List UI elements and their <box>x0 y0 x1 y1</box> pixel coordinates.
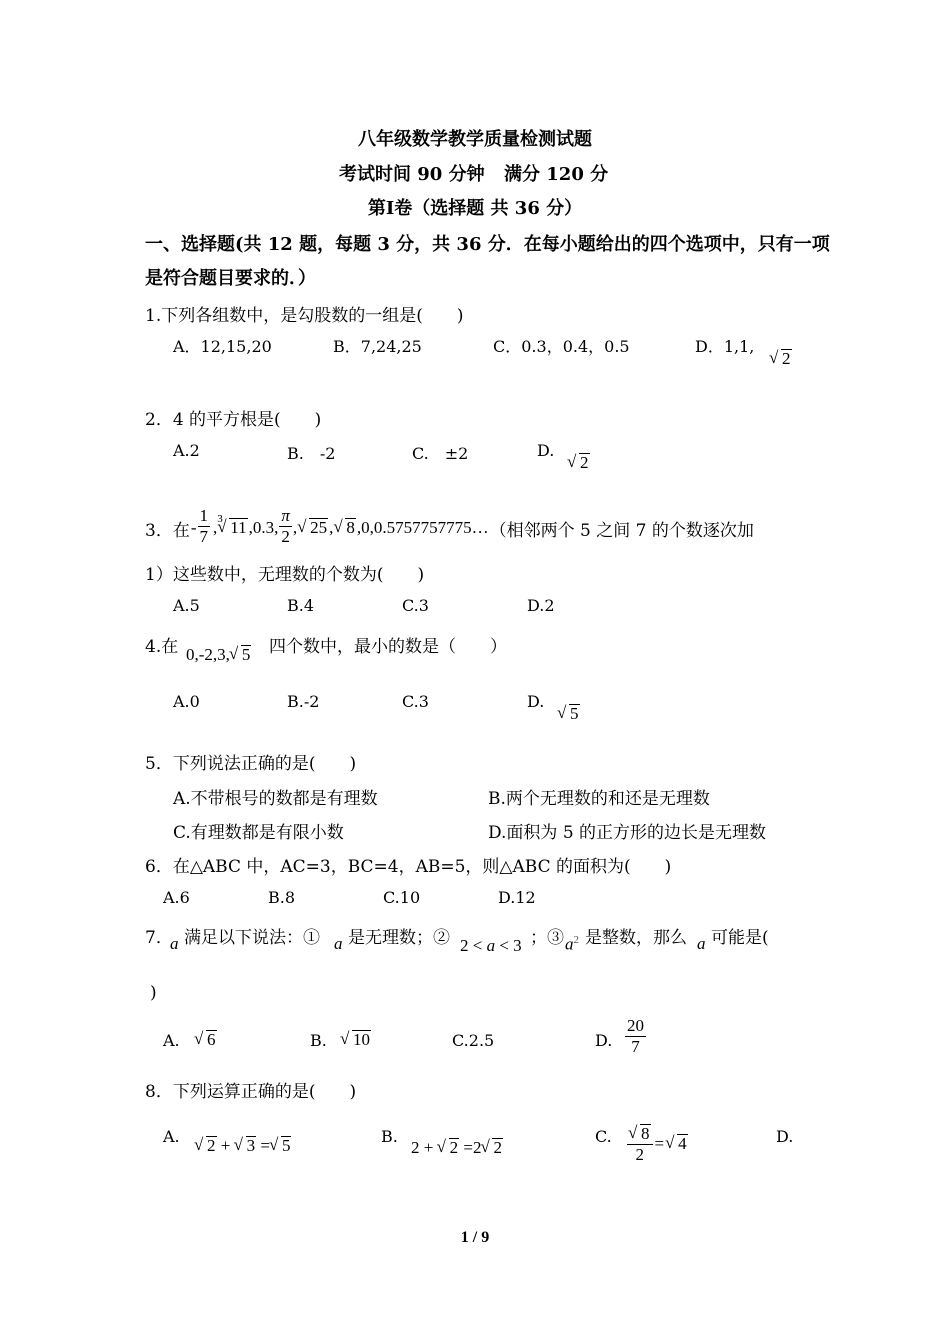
q7-option-b: B. <box>310 1031 327 1050</box>
q7-var-a-3: a <box>697 934 706 953</box>
q4-option-a: A.0 <box>173 692 200 711</box>
q7-option-d: D. <box>595 1031 613 1050</box>
q3-option-c: C.3 <box>402 596 429 615</box>
exam-time: 考试时间 90 分钟 <box>339 164 485 185</box>
q4-option-c: C.3 <box>402 692 429 711</box>
section-heading-line1: 一、选择题(共 12 题，每题 3 分，共 36 分．在每小题给出的四个选项中，只有一项 <box>145 234 830 255</box>
q5-option-a: A.不带根号的数都是有理数 <box>173 789 378 809</box>
q7-text-4: 是整数，那么 <box>585 928 687 948</box>
q7-text-1: 满足以下说法：① <box>184 928 320 948</box>
q7-a-squared: $a^2$ <box>565 934 579 954</box>
q7-option-a: A. <box>163 1031 180 1050</box>
page-title: 八年级数学教学质量检测试题 <box>358 129 592 150</box>
q1-option-c: C．0.3，0.4，0.5 <box>493 337 630 356</box>
q8-option-b-expr: 2 + √ 2 =2√ 2 <box>411 1138 503 1158</box>
q1-option-d: D．1,1, <box>695 337 755 356</box>
q1-stem: 1.下列各组数中，是勾股数的一组是( ) <box>145 306 464 326</box>
q5-stem: 5．下列说法正确的是( ) <box>145 754 357 774</box>
q1-option-a: A．12,15,20 <box>173 337 272 356</box>
page-number: 1 / 9 <box>460 1229 490 1246</box>
q7-text-3: ；③ <box>530 928 564 948</box>
q7-var-a-1: a <box>170 934 179 953</box>
q6-option-d: D.12 <box>498 888 536 907</box>
q8-option-a-expr: √ 2 + √ 3 =√ 5 <box>195 1136 291 1156</box>
q2-option-d: D. <box>537 441 555 460</box>
q6-option-b: B.8 <box>268 888 296 907</box>
q3-cube-root: 3 √ 11 <box>218 518 247 538</box>
q2-option-c: C. ±2 <box>412 444 469 463</box>
q8-option-d: D. <box>776 1127 794 1146</box>
q5-option-d: D.面积为 5 的正方形的边长是无理数 <box>488 823 767 843</box>
q3-tail: ,0,0.5757757775… <box>356 518 489 538</box>
q8-option-c: C. <box>595 1127 612 1146</box>
q8-stem: 8．下列运算正确的是( ) <box>145 1082 357 1102</box>
q5-option-c: C.有理数都是有限小数 <box>173 823 344 843</box>
q5-option-b: B.两个无理数的和还是无理数 <box>488 789 710 809</box>
q3-fraction-one-seventh: $\frac{1}{7}$ <box>199 506 208 546</box>
q7-var-a-2: a <box>334 934 343 953</box>
q8-option-b: B. <box>381 1127 398 1146</box>
q1-option-b: B．7,24,25 <box>333 337 422 356</box>
q3-sqrt-8: √ 8 <box>334 518 356 538</box>
q3-decimal: ,0.3, <box>248 518 279 538</box>
volume-heading: 第I卷（选择题 共 36 分） <box>367 198 583 219</box>
q4-prefix: 4.在 <box>145 637 179 657</box>
q7-option-d-fraction: $\frac{20}{7}$ <box>627 1016 644 1056</box>
q4-option-d-sqrt: √ 5 <box>558 704 580 724</box>
q2-option-d-sqrt: √ 2 <box>568 453 590 473</box>
q2-stem: 2．4 的平方根是( ) <box>145 410 322 430</box>
q7-inequality: 2 < a < 3 <box>460 936 522 955</box>
q3-sqrt-25: √ 25 <box>298 518 328 538</box>
q1-option-d-sqrt: √ 2 <box>770 349 792 369</box>
q3-stem-line1: 3．在 - $\frac{1}{7}$ , 3 √ 11 ,0.3, $\frac{\pi}{2}$ , √ 25 , √ 8 ,0,0.5757757775… （相邻两个 5 之间 7 的个数逐次加 <box>145 510 754 546</box>
q3-option-b: B.4 <box>287 596 315 615</box>
q8-option-a: A. <box>163 1127 180 1146</box>
q8-option-c-expr: √ $\frac{8}{2}$ = √ 4 <box>627 1124 688 1164</box>
q3-stem-line2: 1）这些数中，无理数的个数为( ) <box>145 565 425 585</box>
q7-option-c: C.2.5 <box>452 1031 495 1050</box>
q7-text-5: 可能是( <box>711 928 769 948</box>
q6-stem: 6．在△ABC 中，AC=3，BC=4，AB=5，则△ABC 的面积为( ) <box>145 857 672 877</box>
q4-option-d: D. <box>527 692 545 711</box>
q4-suffix: 四个数中，最小的数是（ ） <box>269 637 507 657</box>
q4-numbers: 0,-2,3,√ 5 <box>186 645 251 665</box>
q3-fraction-pi-half: $\frac{\pi}{2}$ <box>281 506 290 546</box>
q3-option-d: D.2 <box>527 596 555 615</box>
q3-minus: - <box>190 518 197 538</box>
q3-option-a: A.5 <box>173 596 200 615</box>
q7-option-a-sqrt: √ 6 <box>195 1030 217 1050</box>
q7-close-paren: ) <box>150 983 157 1003</box>
q7-number: 7． <box>145 928 173 948</box>
q6-option-a: A.6 <box>163 888 190 907</box>
q3-prefix: 3．在 <box>145 520 190 541</box>
q2-option-b: B. -2 <box>287 444 336 463</box>
q7-text-2: 是无理数；② <box>348 928 450 948</box>
q7-option-b-sqrt: √ 10 <box>341 1030 371 1050</box>
q6-option-c: C.10 <box>383 888 421 907</box>
section-heading-line2: 是符合题目要求的．） <box>145 268 316 289</box>
q2-option-a: A.2 <box>173 441 200 460</box>
full-score: 满分 120 分 <box>504 164 609 185</box>
q4-option-b: B.-2 <box>287 692 320 711</box>
q3-note: （相邻两个 5 之间 7 的个数逐次加 <box>489 520 754 541</box>
